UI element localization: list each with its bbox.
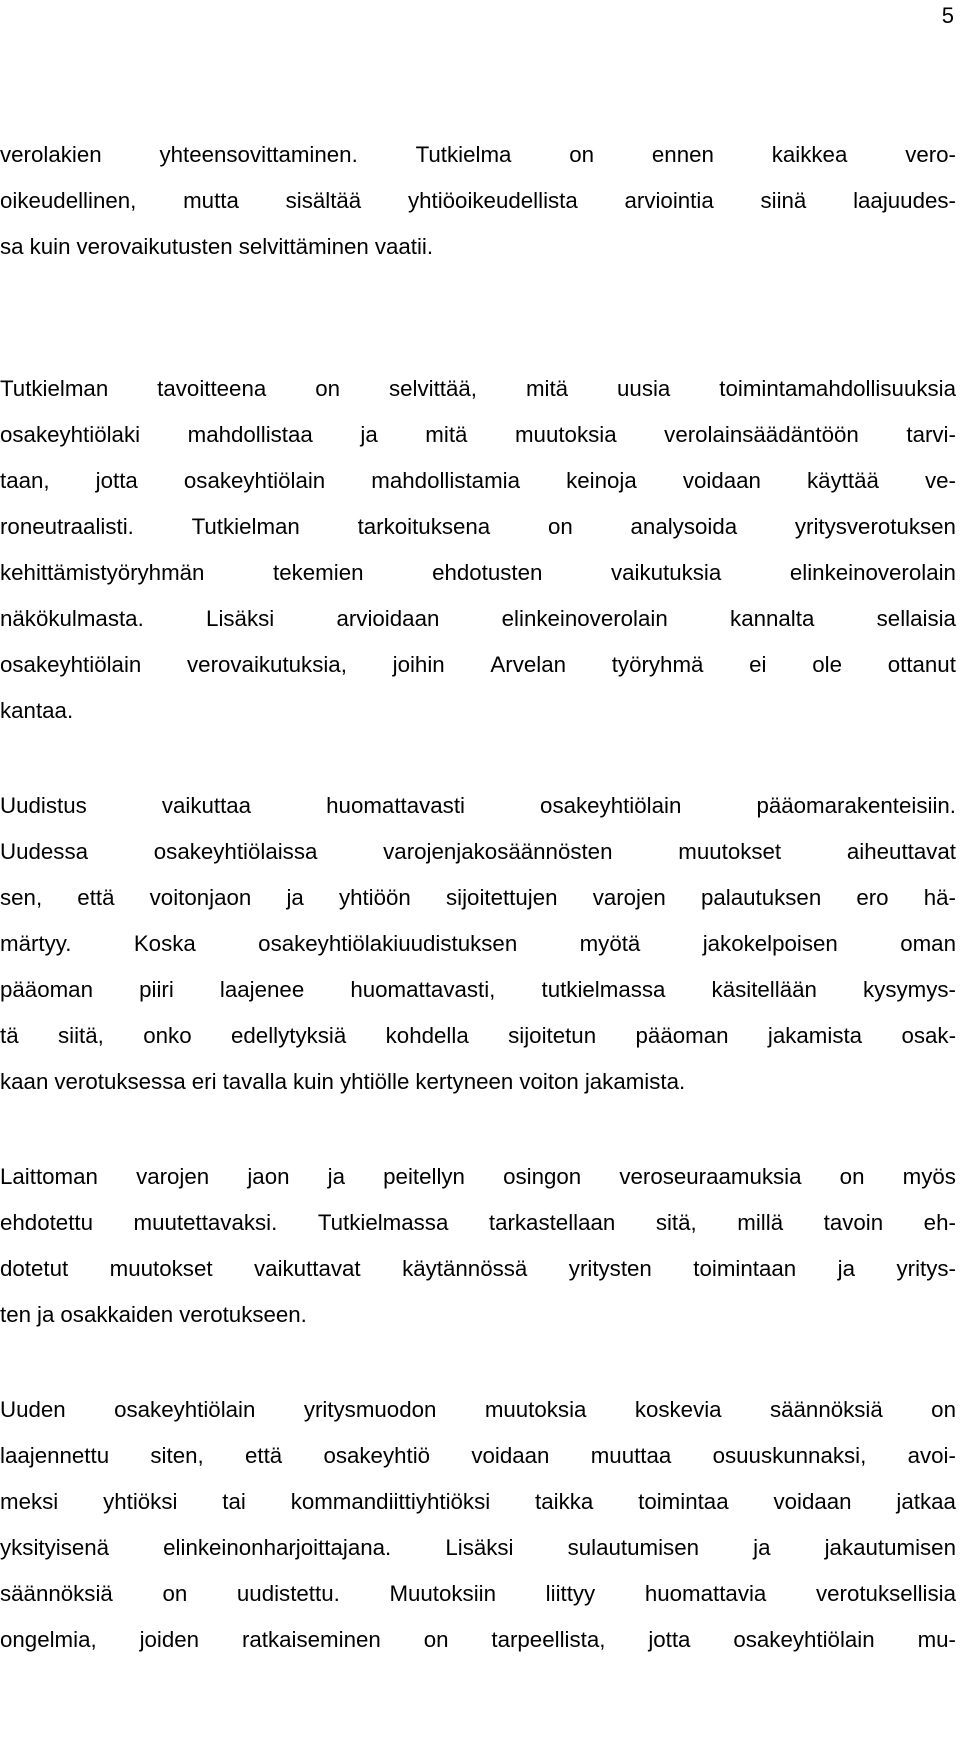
document-body [0,132,956,1663]
text-line: ten ja osakkaiden verotukseen. [0,1302,307,1327]
paragraph [0,132,956,270]
paragraph-gap [0,1105,956,1154]
text-line: verolakien yhteensovittaminen. Tutkielma on ennen kaikkea vero- [0,142,956,167]
text-line: ongelmia, joiden ratkaiseminen on tarpeellista, jotta osakeyhtiölain mu- [0,1627,956,1652]
text-line: meksi yhtiöksi tai kommandiittiyhtiöksi taikka toimintaa voidaan jatkaa [0,1489,956,1514]
text-line: taan, jotta osakeyhtiölain mahdollistamia keinoja voidaan käyttää ve- [0,468,956,493]
text-line: tä siitä, onko edellytyksiä kohdella sijoitetun pääoman jakamista osak- [0,1023,956,1048]
text-line: kaan verotuksessa eri tavalla kuin yhtiölle kertyneen voiton jakamista. [0,1069,686,1094]
text-line: Uudistus vaikuttaa huomattavasti osakeyhtiölain pääomarakenteisiin. [0,793,956,818]
text-line: märtyy. Koska osakeyhtiölakiuudistuksen myötä jakokelpoisen oman [0,931,956,956]
text-line: osakeyhtiölaki mahdollistaa ja mitä muutoksia verolainsäädäntöön tarvi- [0,422,956,447]
paragraph-gap [0,1338,956,1387]
text-line: osakeyhtiölain verovaikutuksia, joihin Arvelan työryhmä ei ole ottanut [0,652,956,677]
paragraph [0,1154,956,1338]
paragraph [0,783,956,1105]
text-line: sa kuin verovaikutusten selvittäminen vaatii. [0,234,434,259]
text-line: säännöksiä on uudistettu. Muutoksiin liittyy huomattavia verotuksellisia [0,1581,956,1606]
paragraph-gap [0,734,956,783]
text-line: sen, että voitonjaon ja yhtiöön sijoitettujen varojen palautuksen ero hä- [0,885,956,910]
text-line: Laittoman varojen jaon ja peitellyn osingon veroseuraamuksia on myös [0,1164,956,1189]
text-line: pääoman piiri laajenee huomattavasti, tutkielmassa käsitellään kysymys- [0,977,956,1002]
text-line: Uudessa osakeyhtiölaissa varojenjakosäännösten muutokset aiheuttavat [0,839,956,864]
paragraph-gap [0,270,956,366]
text-line: ehdotettu muutettavaksi. Tutkielmassa tarkastellaan sitä, millä tavoin eh- [0,1210,956,1235]
text-line: kantaa. [0,698,74,723]
text-line: laajennettu siten, että osakeyhtiö voidaan muuttaa osuuskunnaksi, avoi- [0,1443,956,1468]
text-line: Tutkielman tavoitteena on selvittää, mitä uusia toimintamahdollisuuksia [0,376,956,401]
text-line: Uuden osakeyhtiölain yritysmuodon muutoksia koskevia säännöksiä on [0,1397,956,1422]
text-line: kehittämistyöryhmän tekemien ehdotusten vaikutuksia elinkeinoverolain [0,560,956,585]
paragraph [0,1387,956,1663]
page-number: 5 [941,3,954,28]
paragraph [0,366,956,734]
text-line: roneutraalisti. Tutkielman tarkoituksena on analysoida yritysverotuksen [0,514,956,539]
text-line: oikeudellinen, mutta sisältää yhtiöoikeudellista arviointia siinä laajuudes- [0,188,956,213]
text-line: yksityisenä elinkeinonharjoittajana. Lisäksi sulautumisen ja jakautumisen [0,1535,956,1560]
text-line: näkökulmasta. Lisäksi arvioidaan elinkeinoverolain kannalta sellaisia [0,606,956,631]
text-line: dotetut muutokset vaikuttavat käytännössä yritysten toimintaan ja yritys- [0,1256,956,1281]
